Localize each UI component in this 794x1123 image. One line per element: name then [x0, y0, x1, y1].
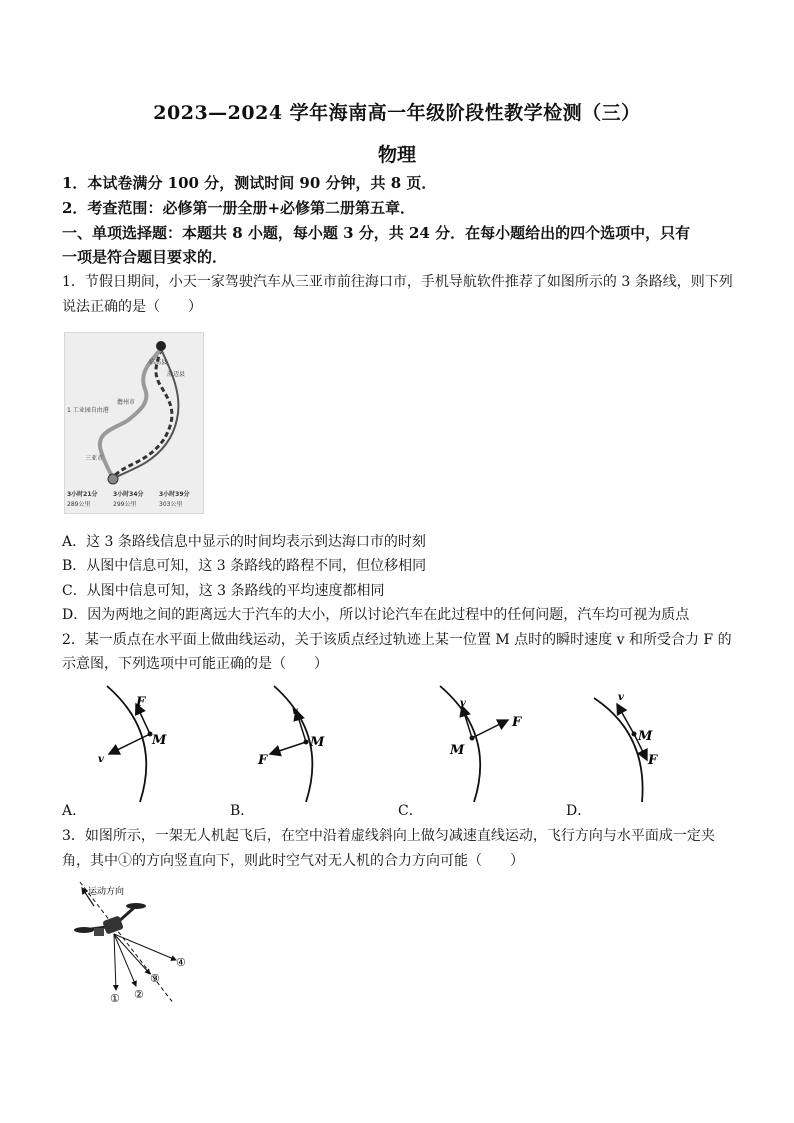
map-label: 临高县 [149, 359, 168, 366]
map-label: 1 工业园自由港 [67, 407, 109, 414]
destination-pin-icon [156, 341, 166, 351]
map-label: 澄迈县 [167, 371, 186, 378]
q1-stem-line2: 说法正确的是（ ） [62, 299, 202, 315]
motion-direction-label: 运动方向 [88, 887, 125, 897]
drone-icon [74, 903, 146, 936]
point-label: M [152, 733, 167, 748]
q1-option-a: A．这 3 条路线信息中显示的时间均表示到达海口市的时刻 [62, 534, 426, 550]
q2-stem-line1: 2．某一质点在水平面上做曲线运动，关于该质点经过轨迹上某一位置 M 点时的瞬时速度 v 和所受合力 F 的 [62, 632, 732, 648]
velocity-label: v [98, 754, 104, 765]
motion-path-line [80, 882, 174, 1004]
force-label: F [258, 753, 268, 768]
q3-stem-line1: 3．如图所示，一架无人机起飞后，在空中沿着虚线斜向上做匀减速直线运动，飞行方向与水平面成一定夹 [62, 828, 715, 844]
velocity-label: v [460, 698, 466, 709]
exam-subject: 物理 [377, 144, 416, 166]
diagram-d [594, 692, 658, 802]
q2-option-b-label: B． [230, 803, 255, 819]
route-time: 3小时34分 [113, 491, 144, 498]
instruction-2: 2．考查范围：必修第一册全册+必修第二册第五章． [62, 199, 416, 217]
route-distance: 299公里 [113, 501, 137, 508]
exam-title: 2023—2024 学年海南高一年级阶段性教学检测（三） [153, 102, 641, 124]
force-label: F [648, 753, 658, 768]
q3-stem-line2: 角，其中①的方向竖直向下，则此时空气对无人机的合力方向可能（ ） [62, 853, 524, 869]
arrow-label-4: ④ [176, 956, 186, 969]
q1-option-b: B．从图中信息可知，这 3 条路线的路程不同，但位移相同 [62, 558, 427, 574]
q2-stem-line2: 示意图，下列选项中可能正确的是（ ） [62, 656, 328, 672]
q1-option-d: D．因为两地之间的距离远大于汽车的大小，所以讨论汽车在此过程中的任何问题，汽车均可视为质点 [62, 607, 690, 623]
point-label: M [310, 735, 325, 750]
route-time: 3小时39分 [159, 491, 190, 498]
instruction-1: 1．本试卷满分 100 分，测试时间 90 分钟，共 8 页． [62, 174, 437, 192]
map-label: 三亚市 [85, 455, 104, 462]
q2-option-c-label: C． [398, 803, 423, 819]
velocity-label: v [292, 706, 298, 717]
section-heading-line1: 一、单项选择题：本题共 8 小题，每小题 3 分，共 24 分．在每小题给出的四个选项中，只有 [62, 224, 691, 242]
origin-pin-icon [108, 474, 118, 484]
arrow-label-3: ③ [150, 972, 160, 985]
force-label: F [136, 695, 146, 710]
diagram-b [257, 686, 325, 802]
route-distance: 303公里 [159, 501, 183, 508]
route-map-figure [64, 332, 204, 514]
q1-stem-line1: 1．节假日期间，小天一家驾驶汽车从三亚市前往海口市，手机导航软件推荐了如图所示的 3 条路线，则下列 [62, 274, 733, 290]
point-label: M [638, 729, 653, 744]
arrow-label-2: ② [134, 988, 144, 1001]
force-label: F [512, 715, 522, 730]
route-distance: 289公里 [67, 501, 91, 508]
q2-diagrams [62, 684, 762, 806]
q1-option-c: C．从图中信息可知，这 3 条路线的平均速度都相同 [62, 583, 385, 599]
diagram-a [98, 686, 167, 802]
drone-figure [66, 878, 206, 1008]
map-label: 儋州市 [117, 399, 136, 406]
q2-option-a-label: A． [62, 803, 87, 819]
arrow-label-1: ① [110, 992, 120, 1005]
q2-option-d-label: D． [566, 803, 592, 819]
velocity-label: v [618, 692, 624, 703]
route-time: 3小时21分 [67, 491, 98, 498]
point-label: M [450, 743, 465, 758]
section-heading-line2: 一项是符合题目要求的． [62, 248, 228, 266]
diagram-c [440, 686, 522, 802]
